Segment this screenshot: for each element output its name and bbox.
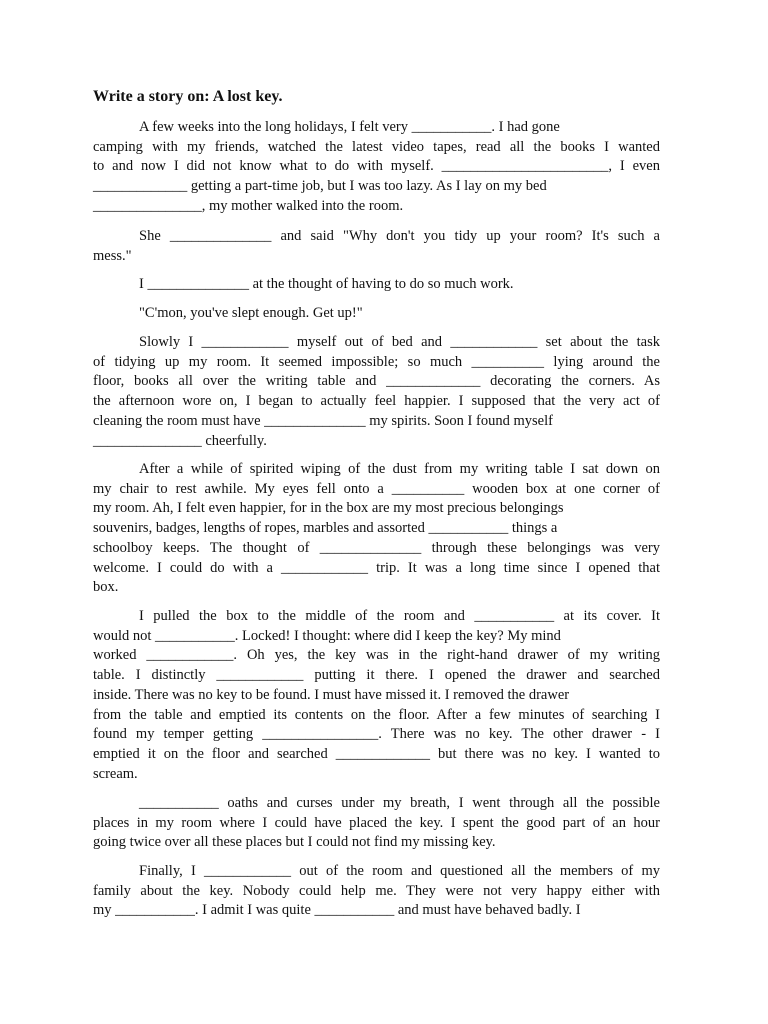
story-line: box.	[93, 579, 119, 596]
story-line: the afternoon wore on, I began to actually feel happier. I supposed that the very act of	[93, 393, 660, 410]
story-line: I ______________ at the thought of having to do so much work.	[139, 276, 514, 292]
story-line: my room. Ah, I felt even happier, for in the box are my most precious belongings	[93, 500, 564, 517]
story-line: my chair to rest awhile. My eyes fell onto a __________ wooden box at one corner of	[93, 480, 660, 497]
story-line: of tidying up my room. It seemed impossible; so much __________ lying around the	[93, 353, 660, 370]
story-line: found my temper getting ________________. There was no key. The other drawer - I	[93, 726, 660, 743]
story-line: table. I distinctly ____________ putting it there. I opened the drawer and searched	[93, 667, 660, 684]
story-line: _______________ cheerfully.	[93, 432, 267, 449]
story-line: ___________ oaths and curses under my breath, I went through all the possible	[139, 795, 660, 811]
story-line: She ______________ and said "Why don't you tidy up your room? It's such a	[139, 228, 660, 244]
story-line: _____________ getting a part-time job, but I was too lazy. As I lay on my bed	[93, 178, 547, 195]
story-line: "C'mon, you've slept enough. Get up!"	[139, 305, 363, 321]
story-line: inside. There was no key to be found. I must have missed it. I removed the drawer	[93, 686, 570, 703]
story-line: A few weeks into the long holidays, I felt very ___________. I had gone	[139, 119, 560, 135]
story-line: mess."	[93, 247, 132, 264]
story-line: camping with my friends, watched the latest video tapes, read all the books I wanted	[93, 138, 660, 155]
story-line: emptied it on the floor and searched _____________ but there was no key. I wanted to	[93, 745, 660, 762]
worksheet-title: Write a story on: A lost key.	[93, 88, 283, 105]
story-line: places in my room where I could have placed the key. I spent the good part of an hour	[93, 814, 660, 831]
story-line: floor, books all over the writing table and _____________ decorating the corners. As	[93, 373, 660, 390]
story-line: Finally, I ____________ out of the room and questioned all the members of my	[139, 863, 660, 879]
story-line: souvenirs, badges, lengths of ropes, marbles and assorted ___________ things a	[93, 520, 558, 537]
story-line: _______________, my mother walked into the room.	[93, 197, 404, 214]
story-line: Slowly I ____________ myself out of bed and ____________ set about the task	[139, 334, 660, 350]
story-line: I pulled the box to the middle of the room and ___________ at its cover. It	[139, 608, 660, 624]
story-line: going twice over all these places but I could not find my missing key.	[93, 834, 496, 851]
story-line: to and now I did not know what to do with myself. _______________________, I even	[93, 158, 660, 175]
story-line: scream.	[93, 765, 138, 782]
story-line: worked ____________. Oh yes, the key was in the right-hand drawer of my writing	[93, 647, 660, 664]
story-line: schoolboy keeps. The thought of ______________ through these belongings was very	[93, 539, 660, 556]
story-line: from the table and emptied its contents on the floor. After a few minutes of searching I	[93, 706, 660, 723]
story-line: cleaning the room must have ______________ my spirits. Soon I found myself	[93, 412, 553, 429]
story-line: After a while of spirited wiping of the dust from my writing table I sat down on	[139, 461, 660, 477]
story-line: my ___________. I admit I was quite ___________ and must have behaved badly. I	[93, 902, 581, 919]
story-line: would not ___________. Locked! I thought: where did I keep the key? My mind	[93, 627, 561, 644]
story-line: welcome. I could do with a ____________ trip. It was a long time since I opened that	[93, 559, 660, 576]
story-line: family about the key. Nobody could help me. They were not very happy either with	[93, 882, 660, 899]
